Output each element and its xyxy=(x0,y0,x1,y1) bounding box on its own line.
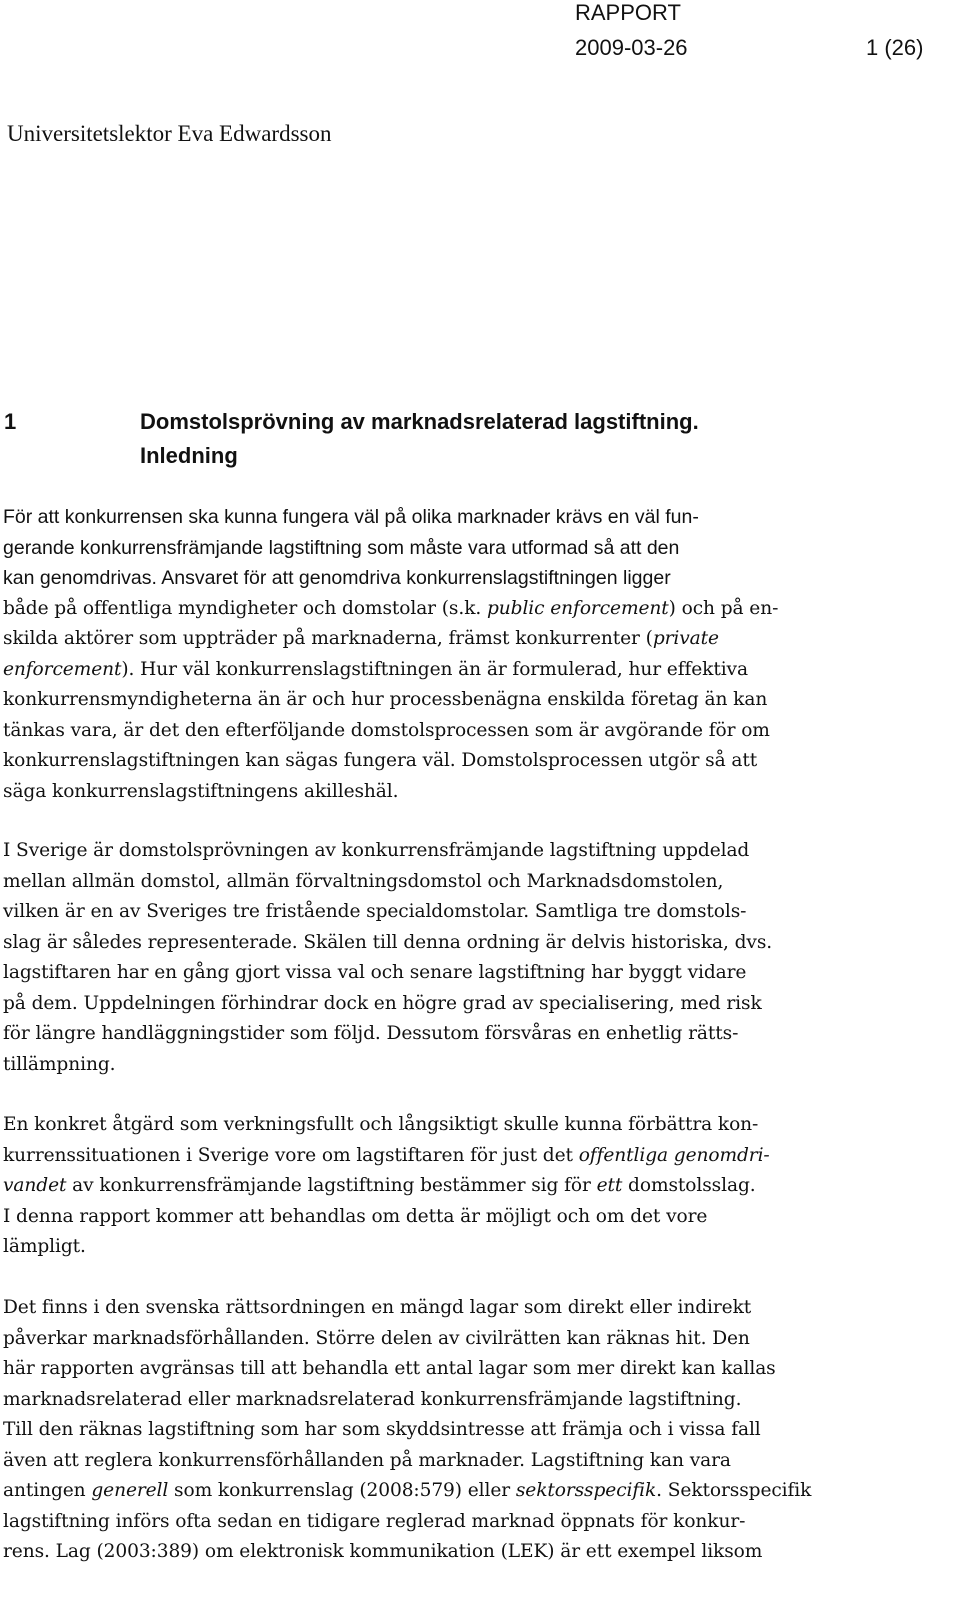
text-line: För att konkurrensen ska kunna fungera väl på olika marknader krävs en väl fun- xyxy=(3,506,699,528)
text-line: för längre handläggningstider som följd. Dessutom försvåras en enhetlig rätts- xyxy=(3,1023,739,1044)
paragraph-atgard xyxy=(3,1110,943,1263)
text-line: kan genomdrivas. Ansvaret för att genomdriva konkurrenslagstiftningen ligger xyxy=(3,567,671,589)
text-line: även att reglera konkurrensförhållanden på marknader. Lagstiftning kan vara xyxy=(3,1449,731,1471)
emphasis: public enforcement xyxy=(486,597,669,619)
text-line: En konkret åtgärd som verkningsfullt och långsiktigt skulle kunna förbättra kon- xyxy=(3,1114,759,1135)
text-line: I Sverige är domstolsprövningen av konkurrensfrämjande lagstiftning uppdelad xyxy=(3,840,750,861)
emphasis: sektorsspecifik xyxy=(515,1480,657,1501)
text-line: rens. Lag (2003:389) om elektronisk kommunikation (LEK) är ett exempel liksom xyxy=(3,1541,763,1562)
paragraph-domstolsprovning xyxy=(3,836,943,1080)
section-title-line-2: Inledning xyxy=(140,443,238,468)
section-number: 1 xyxy=(4,409,17,434)
text-line: kurrenssituationen i Sverige vore om lagstiftaren för just det offentliga genomdri- xyxy=(3,1144,770,1166)
emphasis: vandet xyxy=(3,1175,67,1196)
text-line: I denna rapport kommer att behandlas om detta är möjligt och om det vore xyxy=(3,1205,708,1227)
text-line: vilken är en av Sveriges tre fristående specialdomstolar. Samtliga tre domstols- xyxy=(3,901,747,922)
text-line: lagstiftaren har en gång gjort vissa val och senare lagstiftning har byggt vidare xyxy=(3,962,747,983)
emphasis: generell xyxy=(91,1480,169,1501)
text-line: påverkar marknadsförhållanden. Större delen av civilrätten kan räknas hit. Den xyxy=(3,1327,750,1349)
text-line: marknadsrelaterad eller marknadsrelaterad konkurrensfrämjande lagstiftning. xyxy=(3,1388,742,1410)
paragraph-lagar xyxy=(3,1293,943,1568)
text-line: här rapporten avgränsas till att behandla ett antal lagar som mer direkt kan kallas xyxy=(3,1358,776,1379)
emphasis: ett xyxy=(596,1175,623,1196)
section-title-line-1: Domstolsprövning av marknadsrelaterad lagstiftning. xyxy=(140,409,699,434)
text-line: lämpligt. xyxy=(3,1236,86,1257)
text-line: konkurrenslagstiftningen kan sägas fungera väl. Domstolsprocessen utgör så att xyxy=(3,750,758,771)
text-line: Till den räknas lagstiftning som har som skyddsintresse att främja och i vissa fall xyxy=(3,1419,761,1440)
page-number: 1 (26) xyxy=(866,35,924,60)
text-line: säga konkurrenslagstiftningens akilleshäl. xyxy=(3,780,399,802)
text-line: enforcement). Hur väl konkurrenslagstiftningen än är formulerad, hur effektiva xyxy=(3,658,748,680)
text-line: konkurrensmyndigheterna än är och hur processbenägna enskilda företag än kan xyxy=(3,689,768,710)
text-line: antingen generell som konkurrenslag (2008:579) eller sektorsspecifik. Sektorsspecifik xyxy=(3,1480,812,1501)
text-line: på dem. Uppdelningen förhindrar dock en högre grad av specialisering, med risk xyxy=(3,992,762,1014)
text-line: gerande konkurrensfrämjande lagstiftning som måste vara utformad så att den xyxy=(3,536,680,559)
report-date: 2009-03-26 xyxy=(575,35,688,60)
author-line: Universitetslektor Eva Edwardsson xyxy=(7,121,332,146)
text-line: tillämpning. xyxy=(3,1053,116,1075)
text-line: Det finns i den svenska rättsordningen en mängd lagar som direkt eller indirekt xyxy=(3,1297,752,1318)
emphasis: private xyxy=(652,628,719,649)
text-line: skilda aktörer som uppträder på marknaderna, främst konkurrenter (private xyxy=(3,628,719,649)
text-line: både på offentliga myndigheter och domstolar (s.k. public enforcement) och på en- xyxy=(3,597,779,619)
text-line: tänkas vara, är det den efterföljande domstolsprocessen som är avgörande för om xyxy=(3,719,770,741)
report-type-label: RAPPORT xyxy=(575,0,681,25)
emphasis: enforcement xyxy=(3,658,122,680)
text-line: lagstiftning införs ofta sedan en tidigare reglerad marknad öppnats för konkur- xyxy=(3,1510,746,1532)
text-line: slag är således representerade. Skälen till denna ordning är delvis historiska, dvs. xyxy=(3,931,773,953)
section-title xyxy=(140,405,699,473)
paragraph-intro xyxy=(3,502,943,807)
text-line: vandet av konkurrensfrämjande lagstiftning bestämmer sig för ett domstolsslag. xyxy=(3,1175,756,1196)
emphasis: offentliga genomdri- xyxy=(578,1144,770,1166)
text-line: mellan allmän domstol, allmän förvaltningsdomstol och Marknadsdomstolen, xyxy=(3,870,724,892)
